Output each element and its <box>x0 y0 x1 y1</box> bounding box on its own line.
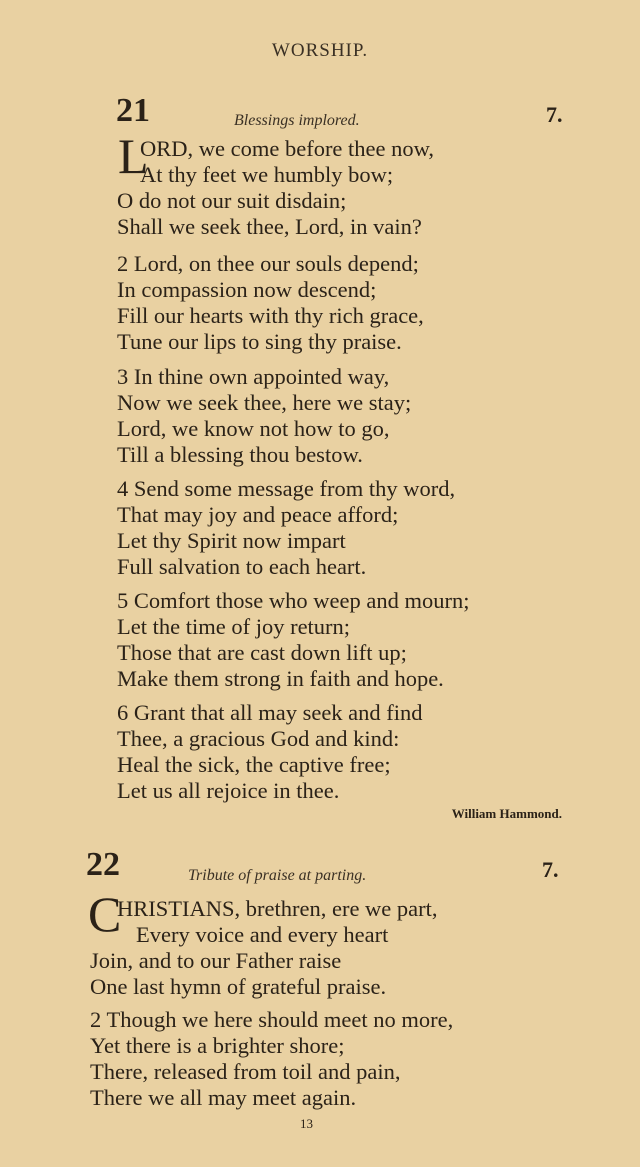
verse-line: HRISTIANS, brethren, ere we part, <box>117 896 438 921</box>
verse-line: Make them strong in faith and hope. <box>117 666 444 691</box>
verse-line: O do not our suit disdain; <box>117 188 347 213</box>
verse-line: 4 Send some message from thy word, <box>117 476 456 501</box>
verse-line: Every voice and every heart <box>136 922 389 947</box>
verse-line: Full salvation to each heart. <box>117 554 367 579</box>
verse-line: Now we seek thee, here we stay; <box>117 390 412 415</box>
verse-line: Fill our hearts with thy rich grace, <box>117 303 424 328</box>
hymn-meter: 7. <box>546 102 563 127</box>
verse-line: Let the time of joy return; <box>117 614 351 639</box>
verse-line: There we all may meet again. <box>90 1085 357 1110</box>
verse-line: Those that are cast down lift up; <box>117 640 407 665</box>
hymn-author: William Hammond. <box>451 806 562 821</box>
hymn-title: Blessings implored. <box>234 112 360 129</box>
stanza <box>117 476 455 580</box>
verse-line: Lord, we know not how to go, <box>117 416 390 441</box>
verse-line: Thee, a gracious God and kind: <box>117 726 400 751</box>
verse-line: 3 In thine own appointed way, <box>117 364 390 389</box>
stanza <box>117 700 423 804</box>
verse-line: Let thy Spirit now impart <box>117 528 346 553</box>
stanza <box>117 588 469 692</box>
drop-cap: C <box>88 886 122 942</box>
page-number: 13 <box>300 1116 313 1131</box>
stanza <box>117 364 411 468</box>
verse-line: Join, and to our Father raise <box>90 948 342 973</box>
stanza <box>117 251 424 355</box>
verse-line: Yet there is a brighter shore; <box>90 1033 345 1058</box>
verse-line: 5 Comfort those who weep and mourn; <box>117 588 470 613</box>
hymn-number: 21 <box>116 92 150 129</box>
verse-line: Let us all rejoice in thee. <box>117 778 340 803</box>
verse-line: There, released from toil and pain, <box>90 1059 401 1084</box>
hymn-title: Tribute of praise at parting. <box>188 867 367 884</box>
drop-cap: L <box>118 128 149 184</box>
verse-line: Till a blessing thou bestow. <box>117 442 363 467</box>
verse-line: ORD, we come before thee now, <box>140 136 435 161</box>
verse-line: Shall we seek thee, Lord, in vain? <box>117 214 422 239</box>
verse-line: At thy feet we humbly bow; <box>140 162 394 187</box>
verse-line: Tune our lips to sing thy praise. <box>117 329 402 354</box>
verse-line: 2 Though we here should meet no more, <box>90 1007 454 1032</box>
verse-line: That may joy and peace afford; <box>117 502 399 527</box>
verse-line: 6 Grant that all may seek and find <box>117 700 423 725</box>
hymn-number: 22 <box>86 846 120 883</box>
stanza <box>90 1007 453 1111</box>
verse-line: In compassion now descend; <box>117 277 377 302</box>
running-header: WORSHIP. <box>271 40 369 61</box>
stanza <box>117 136 434 240</box>
verse-line: 2 Lord, on thee our souls depend; <box>117 251 419 276</box>
hymn-meter: 7. <box>542 857 559 882</box>
verse-line: One last hymn of grateful praise. <box>90 974 387 999</box>
verse-line: Heal the sick, the captive free; <box>117 752 391 777</box>
stanza <box>90 896 438 1000</box>
